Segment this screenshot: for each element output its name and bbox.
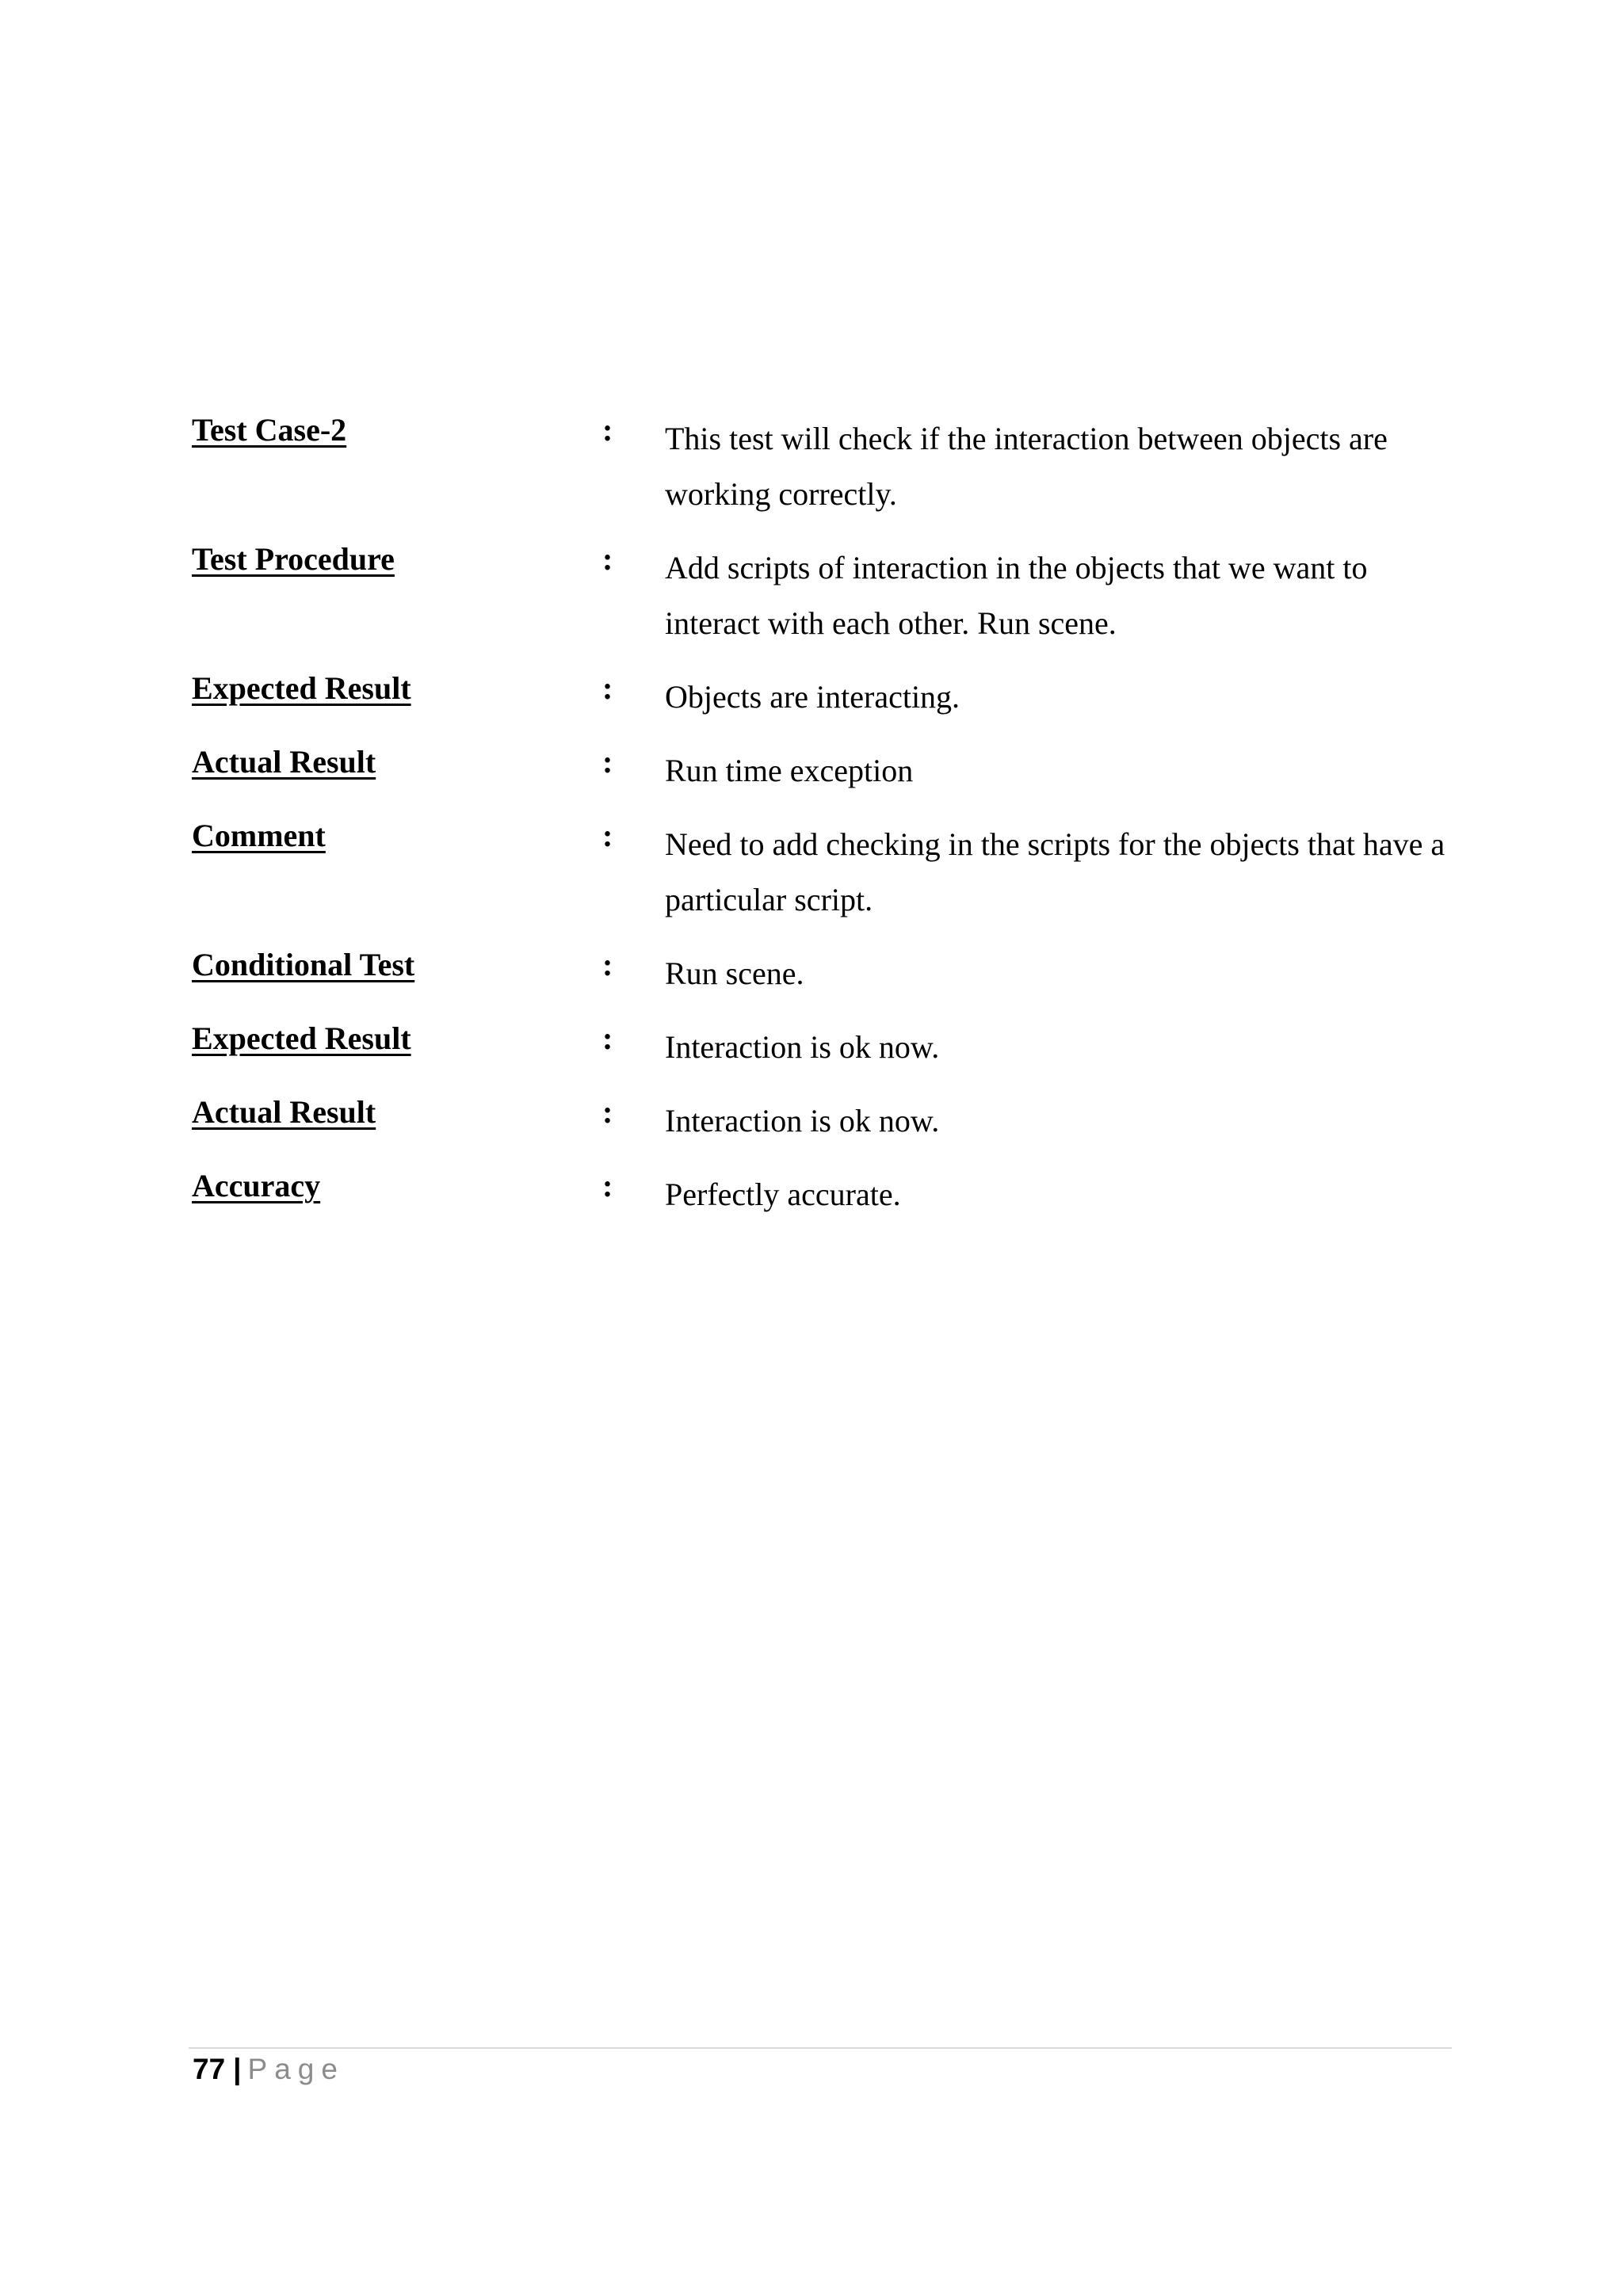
field-label: Test Case-2: [192, 412, 347, 448]
field-label: Conditional Test: [192, 947, 415, 982]
field-separator: :: [602, 744, 613, 780]
field-separator: :: [602, 1168, 613, 1203]
row-conditional-test: [192, 946, 1460, 1001]
field-separator: :: [602, 1020, 613, 1056]
field-separator: :: [602, 541, 613, 577]
field-label: Expected Result: [192, 670, 411, 706]
field-value: Run scene.: [665, 955, 804, 991]
field-value: This test will check if the interaction between objects are working correctly.: [665, 421, 1388, 512]
row-expected-result: [192, 669, 1460, 725]
field-label: Accuracy: [192, 1168, 321, 1203]
row-actual-result: [192, 743, 1460, 799]
row-accuracy: [192, 1167, 1460, 1222]
field-value: Run time exception: [665, 753, 914, 788]
field-separator: :: [602, 670, 613, 706]
field-label: Test Procedure: [192, 541, 395, 577]
field-value: Interaction is ok now.: [665, 1103, 940, 1138]
test-case-table: [192, 412, 1460, 1249]
field-label: Actual Result: [192, 744, 376, 780]
field-value: Add scripts of interaction in the objects that we want to interact with each other. Run scene.: [665, 550, 1368, 641]
field-label: Expected Result: [192, 1020, 411, 1056]
row-test-procedure: [192, 540, 1460, 651]
field-separator: :: [602, 412, 613, 448]
row-expected-result-2: [192, 1020, 1460, 1075]
page-number: 77: [193, 2053, 226, 2085]
footer-divider-line: [189, 2047, 1452, 2049]
field-label: Comment: [192, 818, 326, 853]
page-footer: [193, 2052, 345, 2087]
field-separator: :: [602, 947, 613, 982]
field-value: Perfectly accurate.: [665, 1177, 901, 1212]
row-actual-result-2: [192, 1093, 1460, 1149]
field-label: Actual Result: [192, 1094, 376, 1130]
field-separator: :: [602, 1094, 613, 1130]
footer-divider: |: [233, 2053, 242, 2085]
field-value: Interaction is ok now.: [665, 1029, 940, 1065]
field-value: Objects are interacting.: [665, 679, 960, 715]
row-test-case: [192, 411, 1460, 522]
row-comment: [192, 817, 1460, 928]
field-separator: :: [602, 818, 613, 853]
page-word: Page: [247, 2053, 345, 2085]
field-value: Need to add checking in the scripts for the objects that have a particular script.: [665, 826, 1445, 917]
